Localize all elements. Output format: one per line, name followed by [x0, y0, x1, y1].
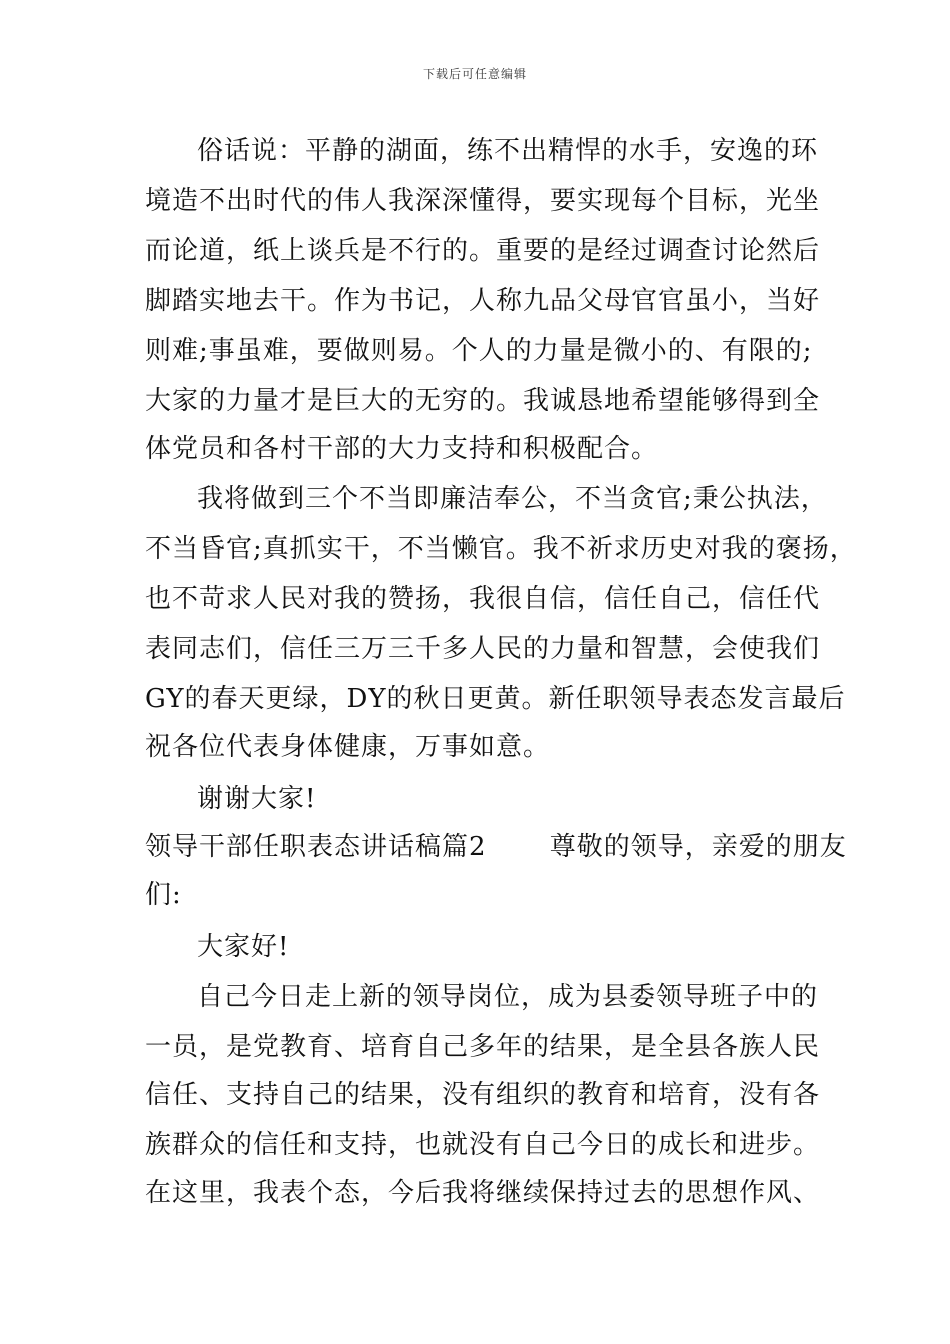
paragraph-2-line-3: 也不苛求人民对我的赞扬，我很自信，信任自己，信任代 [145, 584, 821, 614]
thanks-line: 谢谢大家! [197, 784, 317, 814]
paragraph-2-line-4: 表同志们，信任三万三千多人民的力量和智慧，会使我们 [145, 634, 821, 664]
section-heading-line: 领导干部任职表态讲话稿篇2 尊敬的领导，亲爱的朋友 [145, 832, 847, 862]
paragraph-1-line-5: 则难;事虽难，要做则易。个人的力量是微小的、有限的; [145, 336, 813, 366]
paragraph-1-line-3: 而论道，纸上谈兵是不行的。重要的是经过调查讨论然后 [145, 236, 821, 266]
paragraph-1-line-7: 体党员和各村干部的大力支持和积极配合。 [145, 434, 659, 464]
paragraph-2-line-5: GY的春天更绿，DY的秋日更黄。新任职领导表态发言最后 [145, 684, 846, 714]
paragraph-1-line-2: 境造不出时代的伟人我深深懂得，要实现每个目标，光坐 [145, 186, 821, 216]
paragraph-2-line-2: 不当昏官;真抓实干，不当懒官。我不祈求历史对我的褒扬， [145, 534, 857, 564]
paragraph-3-line-5: 在这里，我表个态，今后我将继续保持过去的思想作风、 [145, 1178, 821, 1208]
paragraph-2-line-1: 我将做到三个不当即廉洁奉公，不当贪官;秉公执法， [197, 484, 828, 514]
paragraph-3-line-4: 族群众的信任和支持，也就没有自己今日的成长和进步。 [145, 1130, 821, 1160]
paragraph-1-line-6: 大家的力量才是巨大的无穷的。我诚恳地希望能够得到全 [145, 386, 821, 416]
paragraph-3-line-2: 一员，是党教育、培育自己多年的结果，是全县各族人民 [145, 1032, 821, 1062]
paragraph-1-line-1: 俗话说：平静的湖面，练不出精悍的水手，安逸的环 [197, 136, 819, 166]
paragraph-3-line-3: 信任、支持自己的结果，没有组织的教育和培育，没有各 [145, 1080, 821, 1110]
paragraph-2-line-6: 祝各位代表身体健康，万事如意。 [145, 732, 551, 762]
paragraph-1-line-4: 脚踏实地去干。作为书记，人称九品父母官官虽小，当好 [145, 286, 821, 316]
greeting-line: 大家好! [197, 932, 290, 962]
salutation-line: 们: [145, 880, 182, 910]
page-header-note: 下载后可任意编辑 [422, 67, 527, 81]
paragraph-3-line-1: 自己今日走上新的领导岗位，成为县委领导班子中的 [197, 982, 819, 1012]
